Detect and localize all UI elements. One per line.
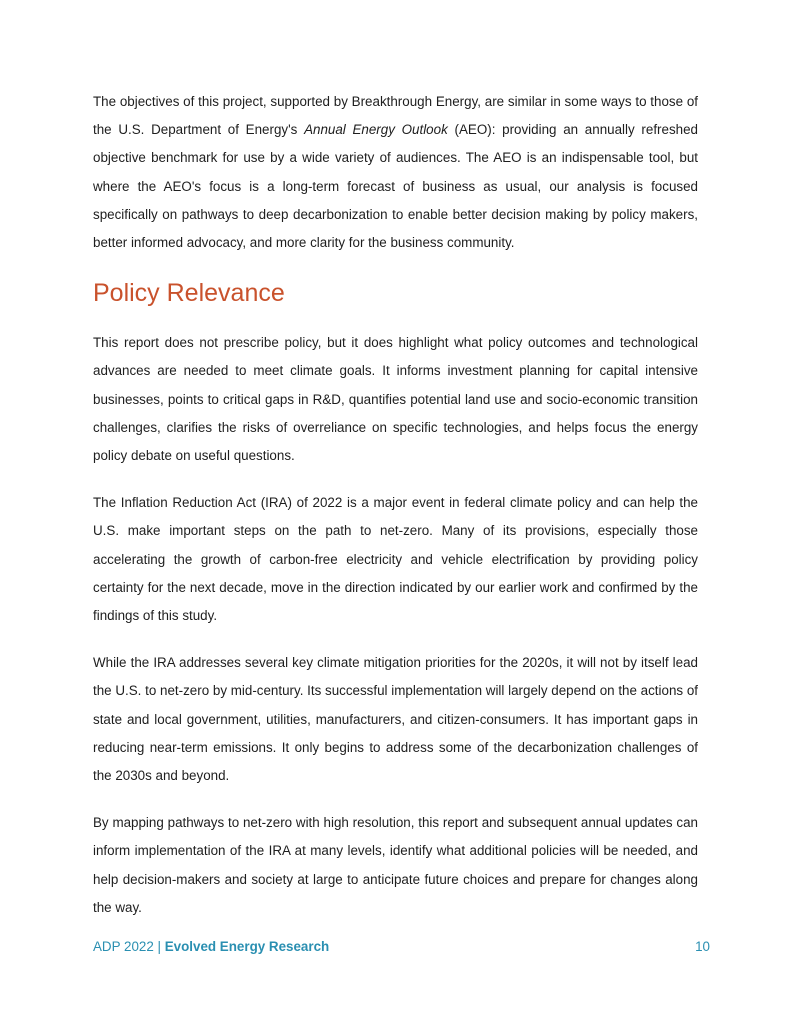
intro-paragraph bbox=[93, 88, 698, 257]
body-paragraph-2: The Inflation Reduction Act (IRA) of 2022 is a major event in federal climate policy and can help the U.S. make important steps on the path to net-zero. Many of its provisions, especially those accelerating the growth of carbon-free electricity and vehicle electrification by providing policy certainty for the next decade, move in the direction indicated by our earlier work and confirmed by the findings of this study. bbox=[93, 495, 698, 624]
intro-text-end: (AEO): providing an annually refreshed objective benchmark for use by a wide variety of audiences. The AEO is an indispensable tool, but where the AEO's focus is a long-term forecast of business as usual, our analysis is focused specifically on pathways to deep decarbonization to enable better decision making by policy makers, better informed advocacy, and more clarity for the business community. bbox=[93, 122, 698, 251]
page-content bbox=[93, 88, 698, 941]
body-paragraph-1: This report does not prescribe policy, but it does highlight what policy outcomes and technological advances are needed to meet climate goals. It informs investment planning for capital intensive businesses, points to critical gaps in R&D, quantifies potential land use and socio-economic transition challenges, clarifies the risks of overreliance on specific technologies, and helps focus the energy policy debate on useful questions. bbox=[93, 335, 698, 464]
aeo-title: Annual Energy Outlook bbox=[304, 122, 448, 138]
section-heading: Policy Relevance bbox=[93, 279, 285, 308]
page-number: 10 bbox=[695, 939, 710, 954]
footer-prefix: ADP 2022 | bbox=[93, 939, 165, 954]
footer-source bbox=[93, 938, 329, 956]
footer-organization: Evolved Energy Research bbox=[164, 939, 330, 954]
body-paragraph-4: By mapping pathways to net-zero with high resolution, this report and subsequent annual updates can inform implementation of the IRA at many levels, identify what additional policies will be needed, and help decision-makers and society at large to anticipate future choices and prepare for changes along the way. bbox=[93, 815, 698, 915]
body-paragraph-3: While the IRA addresses several key climate mitigation priorities for the 2020s, it will not by itself lead the U.S. to net-zero by mid-century. Its successful implementation will largely depend on the actions of state and local government, utilities, manufacturers, and citizen-consumers. It has important gaps in reducing near-term emissions. It only begins to address some of the decarbonization challenges of the 2030s and beyond. bbox=[93, 655, 698, 784]
intro-text-start: The objectives of this project, supported by Breakthrough Energy, are similar in some ways to those of the U.S. Department of Energy's bbox=[93, 94, 698, 138]
